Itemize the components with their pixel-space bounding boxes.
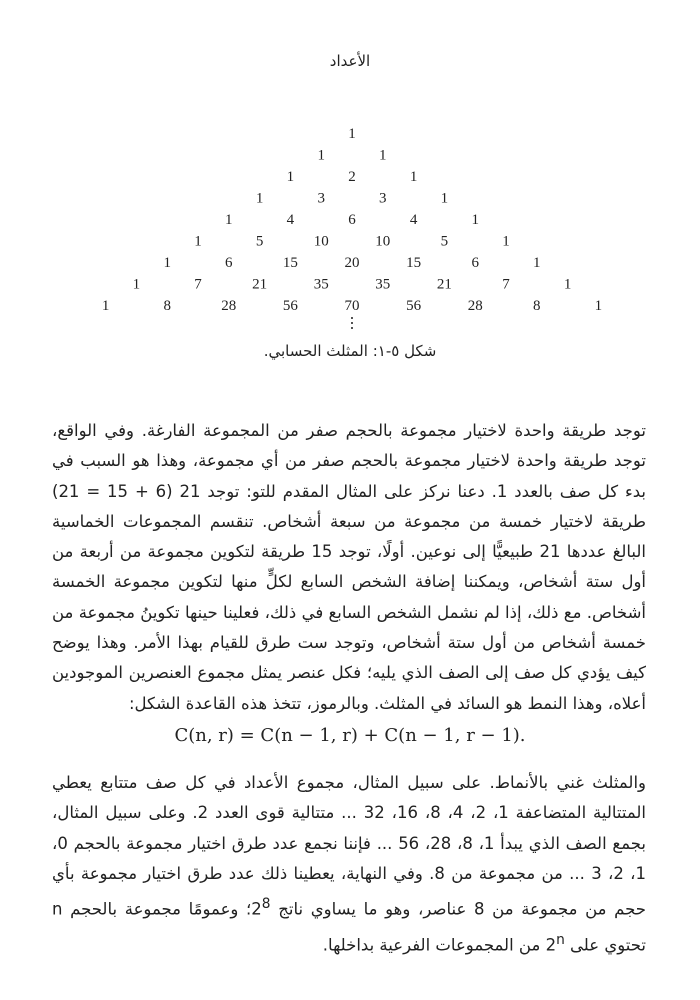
triangle-entry: 15: [282, 255, 298, 271]
triangle-entry: 35: [375, 276, 391, 293]
triangle-entry: 1: [379, 147, 387, 164]
triangle-entry: 10: [313, 233, 329, 250]
triangle-entry: 1: [101, 298, 110, 314]
paragraph-2-text-1: والمثلث غني بالأنماط. على سبيل المثال، مجموع الأعداد في كل صف متتابع يعطي المتتالية المتضاعفة 1، 2، 4، 8، 16، 32 ... متتالية قوى العدد 2. وعلى سبيل المثال، بجمع الصف الذي يبدأ 1، 8، 28، 56 ... فإننا نجمع عدد طرق اختيار مجموعة بالحجم 0، 1، 2، 3 ... من مجموعة من 8. وفي النهاية، يعطينا ذلك عدد طرق اختيار مجموعة بأي حجم من مجموعة من 8 عناصر، وهو ما يساوي ناتج 2: [52, 773, 647, 919]
triangle-entry: 3: [379, 190, 387, 207]
triangle-entry: 2: [348, 169, 356, 185]
triangle-entry: 4: [409, 212, 418, 228]
triangle-entry: 1: [348, 126, 356, 142]
triangle-entry: 7: [502, 276, 510, 293]
pascal-triangle: [0, 120, 700, 340]
paragraph-2-text-2: ؛ وعمومًا مجموعة بالحجم n تحتوي على 2: [52, 899, 646, 955]
triangle-entry: 7: [194, 276, 202, 293]
paragraph-2: [52, 768, 646, 961]
triangle-entry: 1: [409, 169, 418, 185]
triangle-entry: 20: [344, 255, 360, 271]
triangle-entry: 1: [194, 233, 202, 250]
running-head: الأعداد: [329, 52, 371, 70]
triangle-entry: 56: [406, 298, 422, 314]
paragraph-1: توجد طريقة واحدة لاختيار مجموعة بالحجم صفر من المجموعة الفارغة. وفي الواقع، توجد طريقة واحدة لاختيار مجموعة بالحجم صفر من أي مجموعة، وهذا هو السبب في بدء كل صف بالعدد 1. دعنا نركز على المثال المقدم للتو: توجد 21 (6 + 15 = 21) طريقة لاختيار خمسة من مجموعة من سبعة أشخاص. تنقسم المجموعات الخماسية البالغ عددها 21 طبيعيًّا إلى نوعين. أولًا، توجد 15 طريقة لتكوين مجموعة من أربعة من أول ستة أشخاص، ويمكننا إضافة الشخص السابع لكلٍّ منها لتكوين مجموعة الخمسة أشخاص. مع ذلك، إذا لم نشمل الشخص السابع في ذلك، فعلينا حينها تكوينُ مجموعة من خمسة أشخاص من أول ستة أشخاص، وتوجد ست طرق للقيام بهذا الأمر. وهذا يوضح كيف يؤدي كل صف إلى الصف الذي يليه؛ فكل عنصر يمثل مجموع العنصرين الموجودين أعلاه، وهذا النمط هو السائد في المثلث. وبالرموز، تتخذ هذه القاعدة الشكل:: [52, 421, 647, 713]
triangle-entry: 1: [563, 276, 572, 293]
triangle-entry: 70: [344, 298, 360, 314]
triangle-entry: 8: [163, 298, 171, 314]
figure-caption: شكل ٥-١: المثلث الحسابي.: [263, 342, 437, 360]
triangle-entry: 1: [533, 255, 541, 271]
triangle-entry: 1: [225, 212, 233, 228]
triangle-entry: 1: [502, 233, 510, 250]
pascal-triangle-svg: [0, 120, 700, 340]
triangle-entry: 15: [406, 255, 422, 271]
triangle-entry: 21: [436, 276, 452, 293]
triangle-entry: 8: [533, 298, 541, 314]
triangle-entry: 1: [132, 276, 141, 293]
triangle-entry: 21: [252, 276, 268, 293]
triangle-entry: 5: [440, 233, 449, 250]
triangle-entry: 1: [255, 190, 264, 207]
triangle-entry: 1: [317, 147, 325, 164]
triangle-entry: 28: [221, 298, 237, 314]
formula: C(n, r) = C(n − 1, r) + C(n − 1, r − 1).: [174, 725, 526, 746]
triangle-entry: 6: [471, 255, 479, 271]
paragraph-2-text-3: من المجموعات الفرعية بداخلها.: [322, 935, 546, 955]
triangle-entry: 1: [594, 298, 603, 314]
triangle-entry: 5: [255, 233, 264, 250]
triangle-entry: 35: [313, 276, 329, 293]
triangle-entry: 1: [163, 255, 171, 271]
superscript-8: 8: [261, 896, 271, 913]
triangle-entry: 6: [348, 212, 356, 228]
triangle-continuation: ⋮: [344, 315, 360, 332]
triangle-entry: 1: [471, 212, 479, 228]
superscript-n: n: [556, 931, 565, 948]
triangle-entry: 56: [282, 298, 298, 314]
triangle-entry: 4: [286, 212, 295, 228]
triangle-entry: 28: [467, 298, 483, 314]
triangle-entry: 1: [286, 169, 295, 185]
triangle-entry: 3: [317, 190, 325, 207]
triangle-entry: 10: [375, 233, 391, 250]
triangle-entry: 1: [440, 190, 449, 207]
triangle-entry: 6: [225, 255, 233, 271]
